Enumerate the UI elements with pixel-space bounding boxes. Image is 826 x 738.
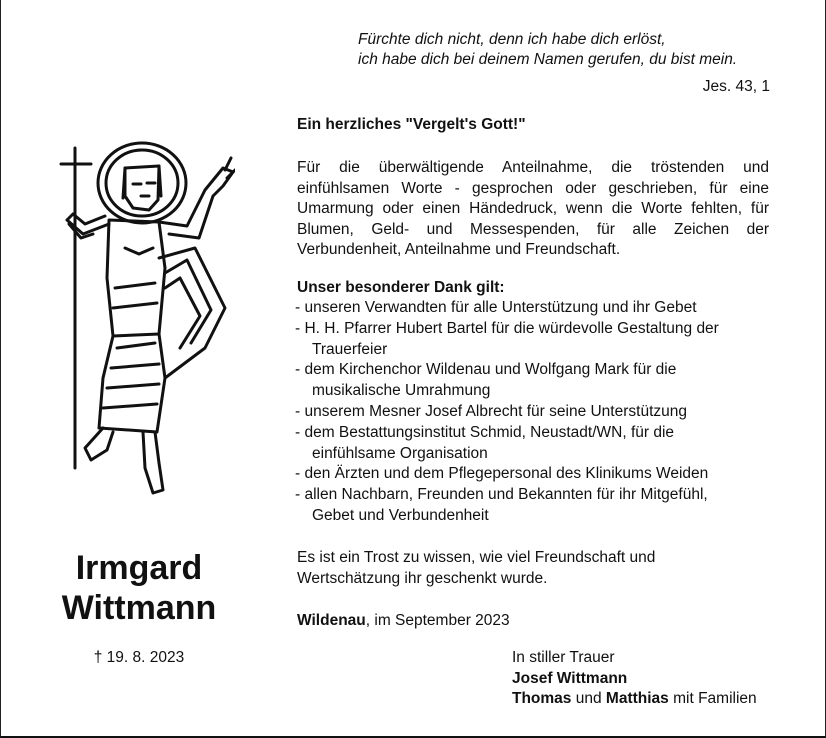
list-item-text: - dem Kirchenchor Wildenau und Wolfgang Mark für die xyxy=(295,361,677,379)
quote-line-2: ich habe dich bei deinem Namen gerufen, du bist mein. xyxy=(358,51,738,68)
place-town: Wildenau xyxy=(297,612,366,629)
signature-and: und xyxy=(571,690,606,707)
signature-name-1: Josef Wittmann xyxy=(512,669,628,687)
list-item-text: - den Ärzten und dem Pflegepersonal des Klinikums Weiden xyxy=(295,465,709,483)
list-item-text: - dem Bestattungsinstitut Schmid, Neustadt/WN, für die xyxy=(295,423,675,441)
thanks-paragraph: Für die überwältigende Anteilnahme, die tröstenden und einfühlsamen Worte - gesprochen oder geschrieben, für eine Umarmung oder einen Händedruck, wenn die Worte fehlten, für Blumen, Geld- und Messespenden, für alle Zeichen der Verbundenheit, Anteilnahme und Freundschaft. xyxy=(297,159,769,258)
signature-intro: In stiller Trauer xyxy=(512,649,615,666)
signature-name-2: Thomas xyxy=(512,690,572,707)
list-item-continuation: einfühlsame Organisation xyxy=(312,444,488,462)
list-item-text: - allen Nachbarn, Freunden und Bekannten für ihr Mitgefühl, xyxy=(295,486,708,504)
death-date: † 19. 8. 2023 xyxy=(93,649,185,666)
list-item-text: - H. H. Pfarrer Hubert Bartel für die würdevolle Gestaltung der xyxy=(295,319,719,337)
list-item xyxy=(295,464,719,485)
deceased-first-name: Irmgard xyxy=(75,549,203,587)
list-item-text: - unserem Mesner Josef Albrecht für seine Unterstützung xyxy=(295,402,687,420)
signature-block xyxy=(512,648,757,710)
list-item-continuation: musikalische Umrahmung xyxy=(312,382,491,400)
thanks-heading: Ein herzliches "Vergelt's Gott!" xyxy=(297,116,526,133)
quote-reference: Jes. 43, 1 xyxy=(702,78,770,95)
special-thanks-heading: Unser besonderer Dank gilt: xyxy=(297,279,505,296)
signature-name-3: Matthias xyxy=(605,690,669,707)
consolation-text xyxy=(297,548,655,589)
list-item xyxy=(295,360,719,402)
risen-christ-icon xyxy=(55,138,235,503)
list-item-text: - unseren Verwandten für alle Unterstützung und ihr Gebet xyxy=(295,299,697,316)
place-date xyxy=(297,612,510,630)
consolation-line-2: Wertschätzung ihr geschenkt wurde. xyxy=(297,569,548,587)
list-item-continuation: Gebet und Verbundenheit xyxy=(312,506,489,524)
quote-line-1: Fürchte dich nicht, denn ich habe dich erlöst, xyxy=(358,31,666,48)
list-item xyxy=(295,298,719,319)
list-item xyxy=(295,485,719,527)
deceased-last-name: Wittmann xyxy=(61,589,217,627)
deceased-name xyxy=(30,548,248,628)
bible-quote xyxy=(358,30,737,70)
list-item xyxy=(295,319,719,361)
list-item xyxy=(295,402,719,423)
place-date-text: , im September 2023 xyxy=(365,612,510,629)
list-item-continuation: Trauerfeier xyxy=(312,340,388,358)
signature-suffix: mit Familien xyxy=(668,690,757,707)
list-item xyxy=(295,423,719,465)
consolation-line-1: Es ist ein Trost zu wissen, wie viel Freundschaft und xyxy=(297,549,656,566)
thanks-list xyxy=(295,298,719,527)
